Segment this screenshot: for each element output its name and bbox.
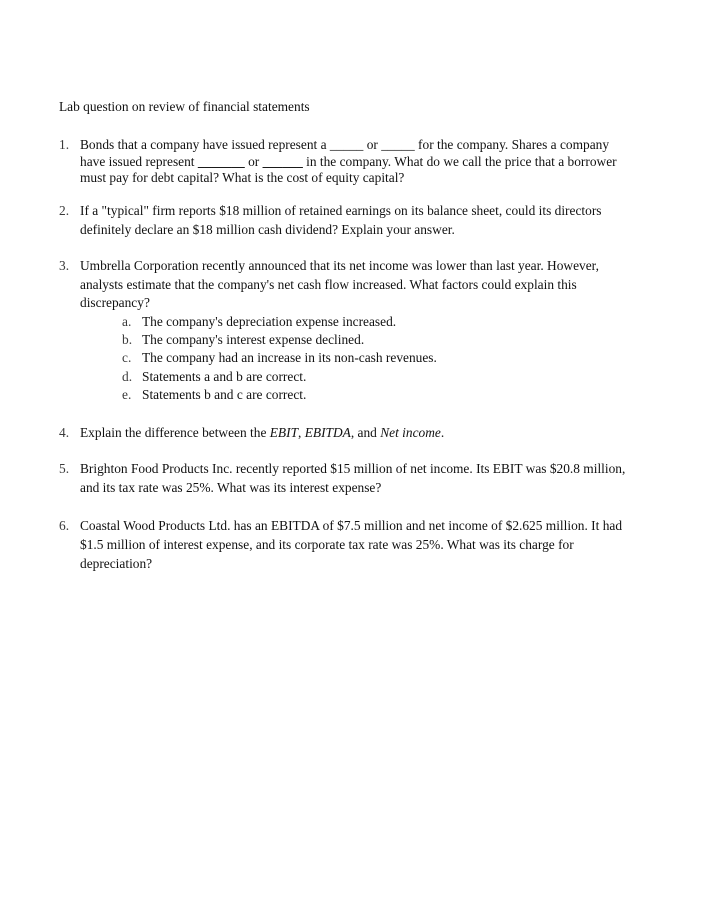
term-net-income: Net income [380, 425, 441, 440]
option-letter: e. [122, 386, 132, 402]
answer-options [122, 313, 682, 404]
option-text: The company's interest expense declined. [142, 332, 365, 348]
answer-blank: _______ [197, 153, 245, 169]
answer-option-e [122, 386, 682, 404]
question-line: Bonds that a company have issued represent a _____ or _____ for the company. Shares a company [80, 137, 610, 152]
question-line-part: or [244, 153, 263, 169]
question-line: $1.5 million of interest expense, and its corporate tax rate was 25%. What was its charge for [80, 537, 574, 552]
question-line [80, 154, 672, 171]
question-number: 4. [59, 425, 70, 440]
term-ebit: EBIT [269, 425, 299, 440]
answer-option-b [122, 331, 682, 349]
question-line: depreciation? [80, 556, 153, 571]
question-number: 6. [59, 518, 70, 533]
question-text [80, 202, 672, 239]
question-line: Umbrella Corporation recently announced that its net income was lower than last year. However, [80, 258, 599, 273]
question-number: 5. [59, 461, 70, 476]
answer-option-c [122, 349, 682, 367]
question-line: Brighton Food Products Inc. recently reported $15 million of net income. Its EBIT was $20.8 million, [80, 461, 626, 476]
option-text: The company had an increase in its non-cash revenues. [142, 350, 437, 366]
question-text [80, 516, 672, 573]
question-line: definitely declare an $18 million cash dividend? Explain your answer. [80, 221, 455, 237]
question-line: and its tax rate was 25%. What was its interest expense? [80, 479, 382, 495]
question-text [80, 257, 672, 402]
question-number: 1. [59, 137, 70, 152]
question-line-part: in the company. What do we call the price that a borrower [302, 153, 617, 169]
question-line: analysts estimate that the company's net cash flow increased. What factors could explain this [80, 276, 577, 292]
option-letter: b. [122, 332, 133, 348]
question-line [80, 424, 672, 443]
question-line: must pay for debt capital? What is the cost of equity capital? [80, 170, 405, 185]
question-line: discrepancy? [80, 295, 150, 310]
answer-blank: ______ [262, 153, 303, 169]
question-line: Coastal Wood Products Ltd. has an EBITDA of $7.5 million and net income of $2.625 million. It had [80, 518, 623, 533]
option-letter: a. [122, 314, 132, 329]
option-text: The company's depreciation expense increased. [142, 314, 397, 329]
option-letter: d. [122, 368, 133, 384]
answer-option-d [122, 368, 682, 386]
question-line-part: , and [350, 425, 381, 440]
question-text [80, 137, 672, 187]
question-text [80, 424, 672, 443]
option-text: Statements a and b are correct. [142, 368, 307, 384]
question-line-part: . [440, 425, 445, 440]
question-line-part: have issued represent [80, 153, 198, 169]
option-letter: c. [122, 350, 132, 366]
question-line-part: Explain the difference between the [80, 425, 270, 440]
document-heading: Lab question on review of financial statements [59, 99, 310, 114]
question-line-part: , [298, 425, 305, 440]
question-number: 3. [59, 258, 70, 273]
question-number: 2. [59, 203, 70, 218]
question-text [80, 460, 672, 497]
answer-option-a [122, 313, 682, 331]
term-ebitda: EBITDA [304, 425, 351, 440]
option-text: Statements b and c are correct. [142, 386, 307, 402]
question-line: If a "typical" firm reports $18 million of retained earnings on its balance sheet, could its directors [80, 203, 602, 218]
